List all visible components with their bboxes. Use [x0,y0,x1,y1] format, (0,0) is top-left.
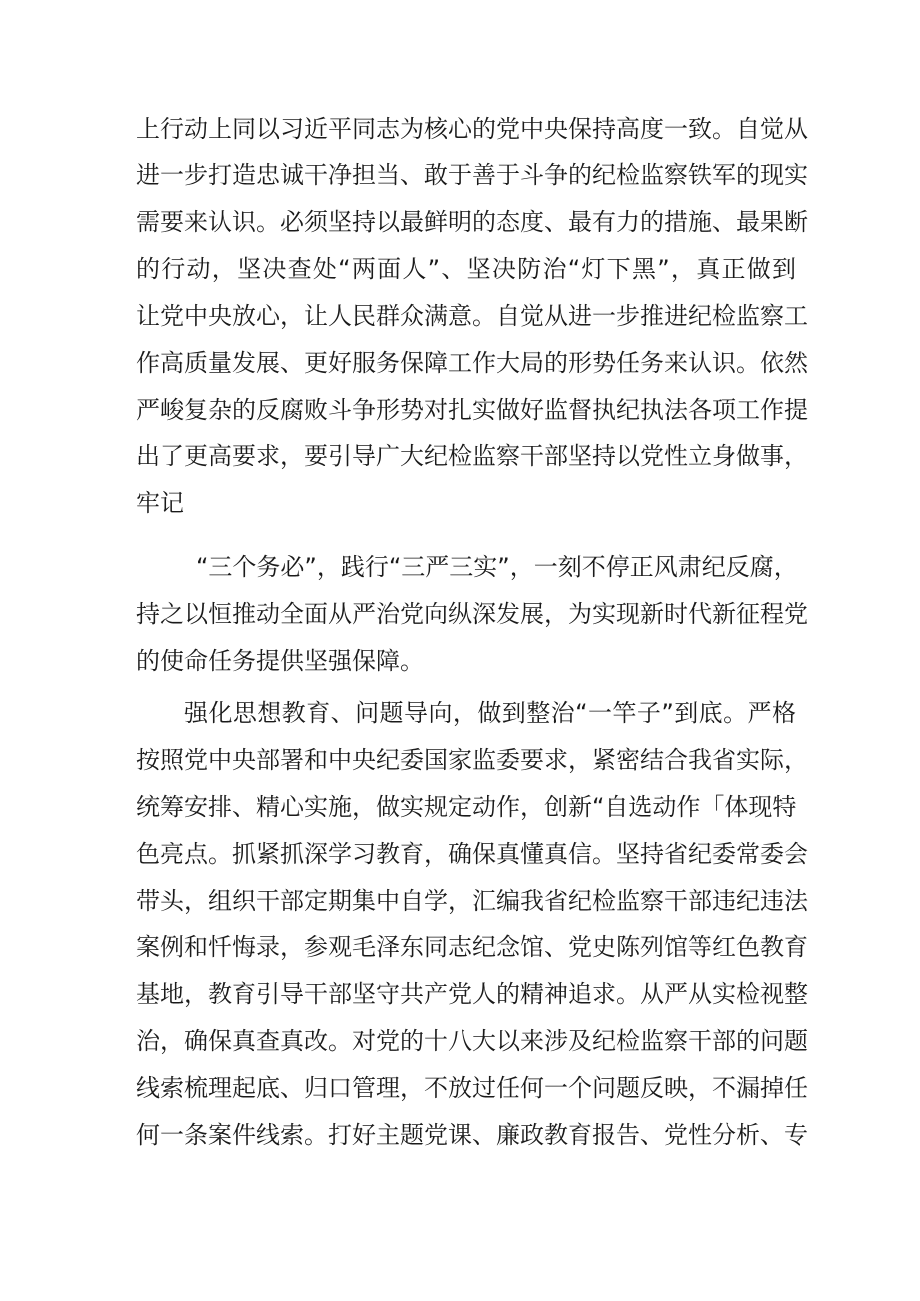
text-line: 按照党中央部署和中央纪委国家监委要求，紧密结合我省实际， [136,746,808,774]
text-line: “三个务必”，践行“三严三实”，一刻不停正风肃纪反腐， [196,553,798,581]
text-line: 色亮点。抓紧抓深学习教育，确保真懂真信。坚持省纪委常委会 [136,840,808,868]
text-line: 线索梳理起底、归口管理，不放过任何一个问题反映，不漏掉任 [136,1074,808,1102]
text-line: 基地，教育引导干部坚守共产党人的精神追求。从严从实检视整 [136,980,808,1008]
text-line: 牢记 [136,489,184,517]
text-line: 出了更高要求，要引导广大纪检监察干部坚持以党性立身做事， [136,442,808,470]
text-line: 案例和忏悔录，参观毛泽东同志纪念馆、党史陈列馆等红色教育 [136,933,808,961]
text-line: 统筹安排、精心实施，做实规定动作，创新“自选动作「体现特 [136,793,797,821]
text-line: 进一步打造忠诚干净担当、敢于善于斗争的纪检监察铁军的现实 [136,161,808,189]
text-line: 持之以恒推动全面从严治党向纵深发展，为实现新时代新征程党 [136,600,808,628]
text-line: 强化思想教育、问题导向，做到整治“一竿子”到底。严格 [184,699,796,727]
text-line: 带头，组织干部定期集中自学，汇编我省纪检监察干部违纪违法 [136,887,808,915]
text-line: 何一条案件线索。打好主题党课、廉政教育报告、党性分析、专 [136,1121,808,1149]
text-line: 需要来认识。必须坚持以最鲜明的态度、最有力的措施、最果断 [136,208,808,236]
text-line: 的行动，坚决查处“两面人”、坚决防治“灯下黑”，真正做到 [136,255,796,283]
text-line: 治，确保真查真改。对党的十八大以来涉及纪检监察干部的问题 [136,1027,808,1055]
text-line: 上行动上同以习近平同志为核心的党中央保持高度一致。自觉从 [136,115,808,143]
text-line: 严峻复杂的反腐败斗争形势对扎实做好监督执纪执法各项工作提 [136,396,808,424]
text-line: 作高质量发展、更好服务保障工作大局的形势任务来认识。依然 [136,349,808,377]
text-line: 让党中央放心，让人民群众满意。自觉从进一步推进纪检监察工 [136,302,808,330]
text-line: 的使命任务提供坚强保障。 [136,647,424,675]
